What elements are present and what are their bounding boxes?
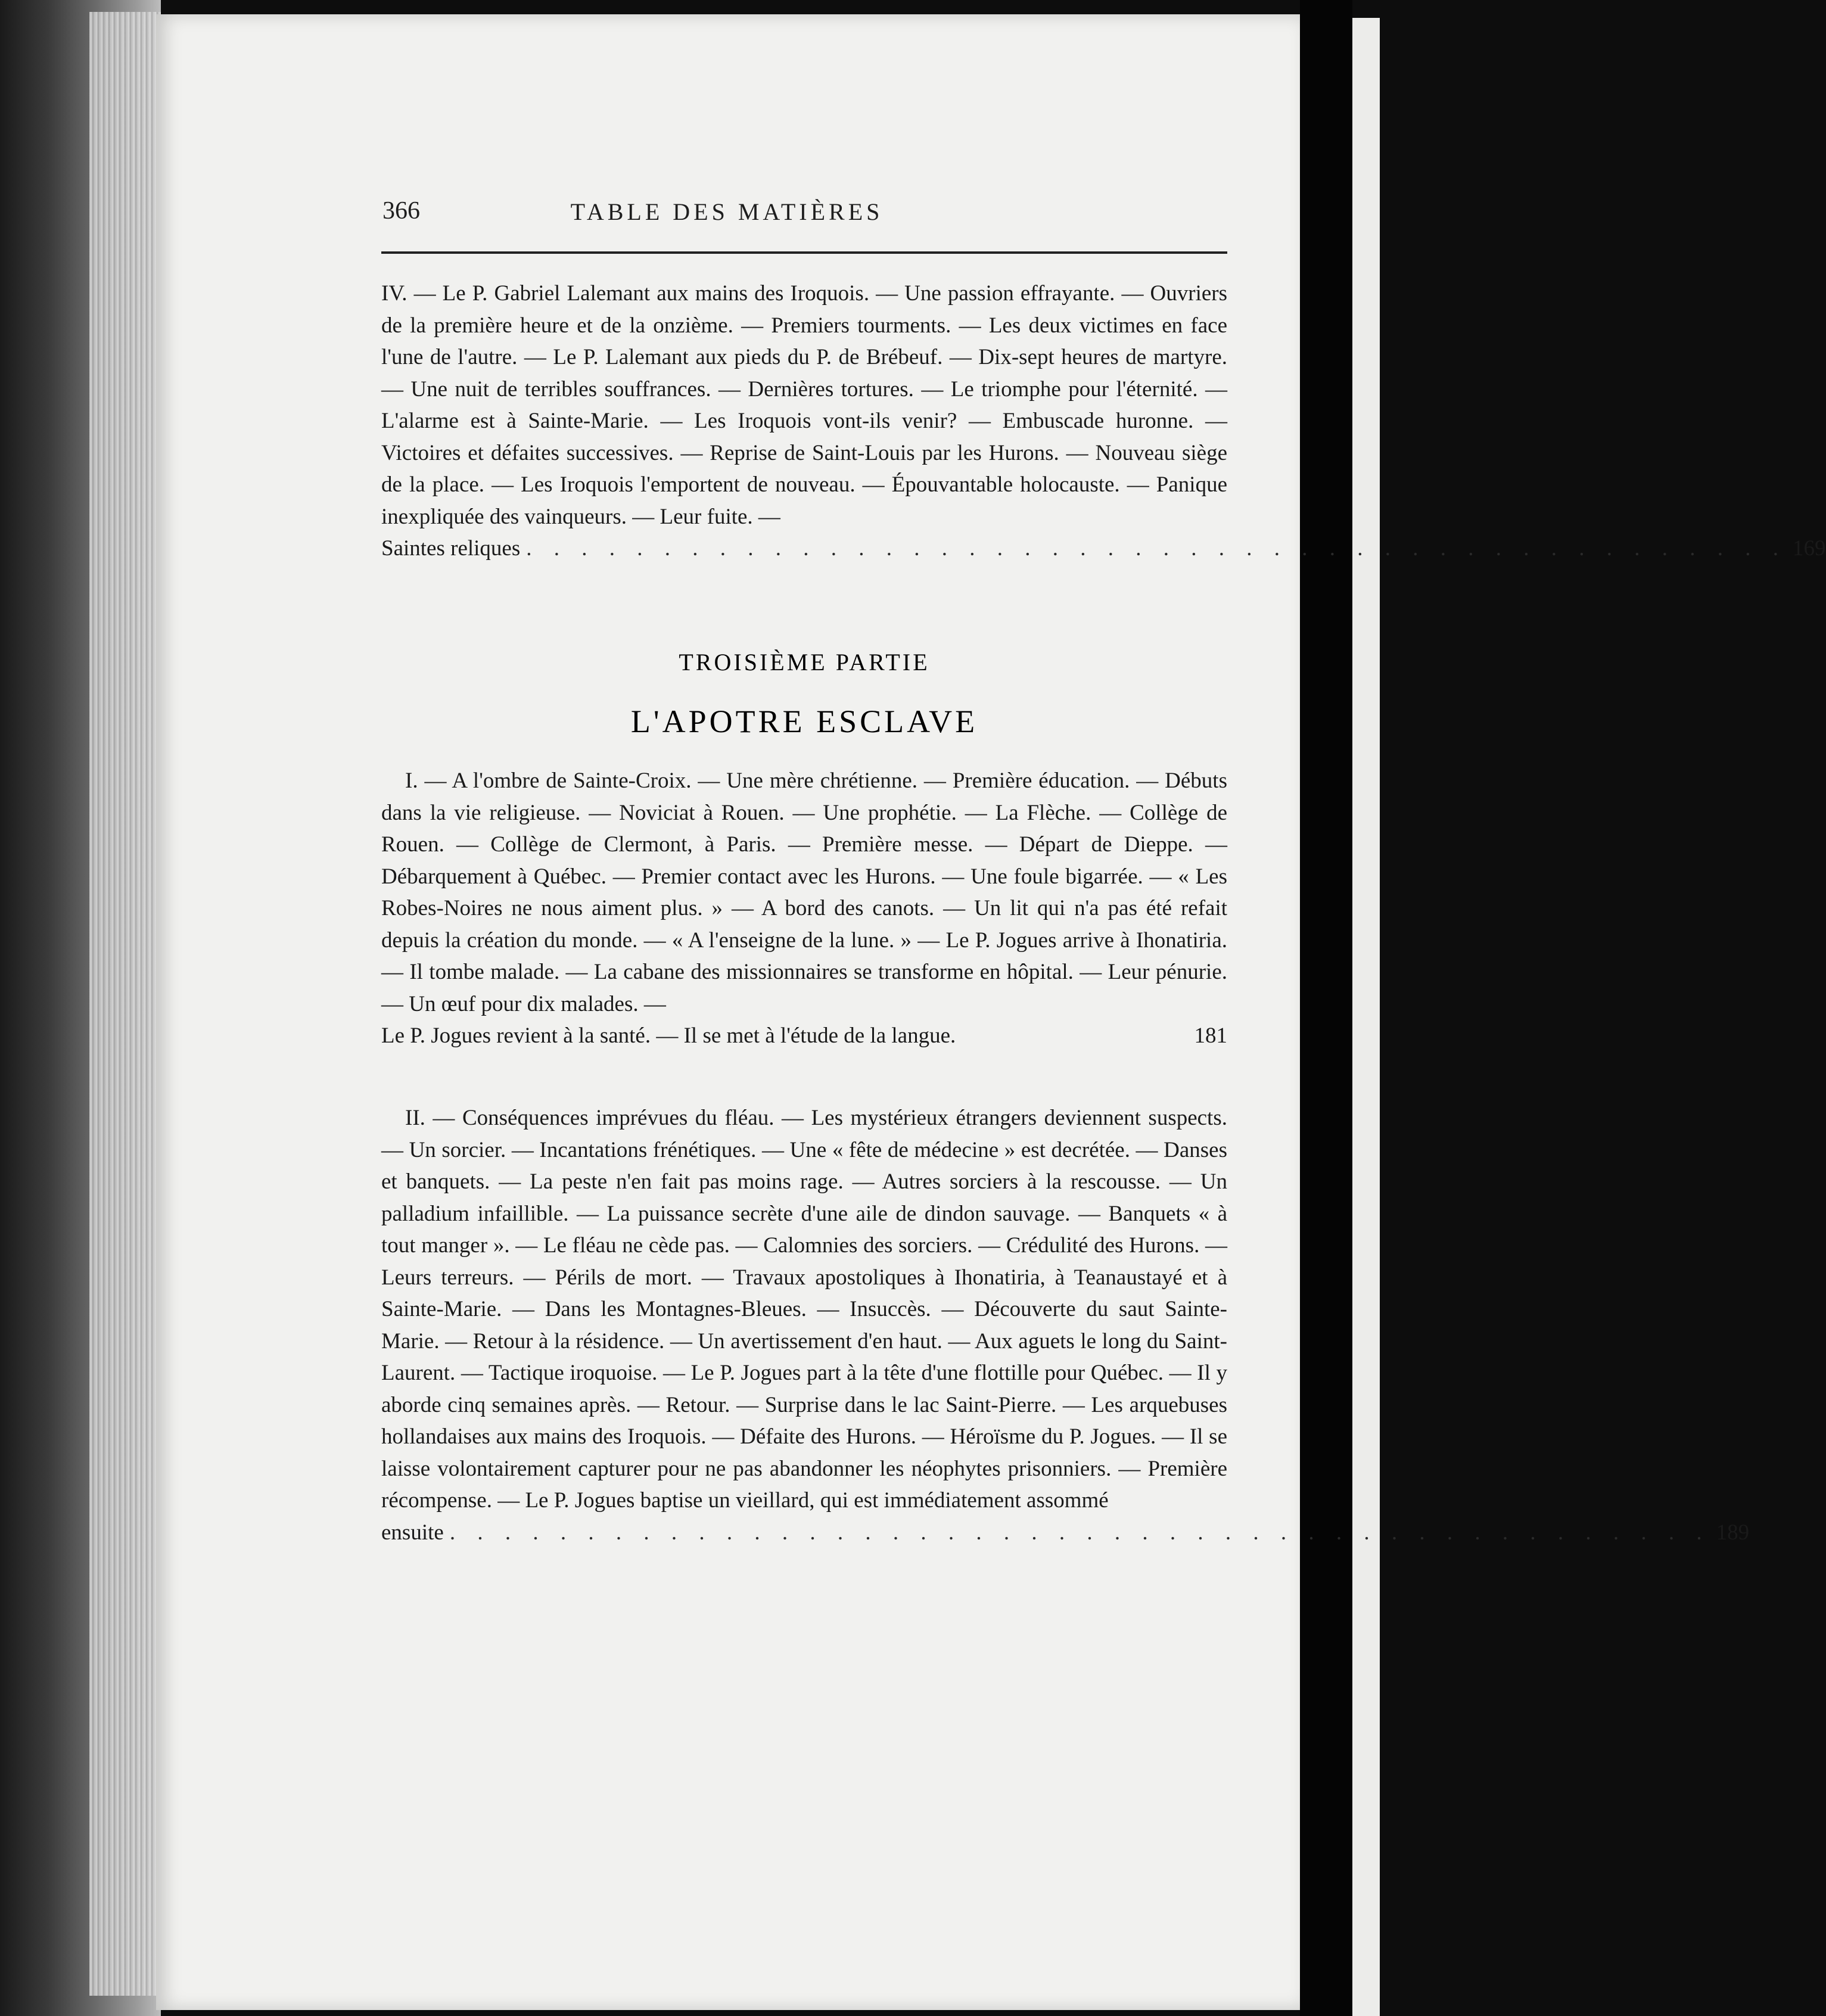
toc-entry-iv [381, 278, 1826, 565]
toc-entry-i [381, 765, 1227, 1052]
entry-last-line: Saintes reliques [381, 536, 521, 561]
part-title: L'APOTRE ESCLAVE [630, 704, 978, 739]
entry-body: II. — Conséquences imprévues du fléau. — Les mystérieux étrangers deviennent suspects. — Un sorcier. — Incantations frénétiques. — Une « fête de médecine » est decrétée. — Danses et banquets. — La peste n'en fait pas moins rage. — Autres sorciers à la rescousse. — Un palladium infaillible. — La puissance secrète d'une aile de dindon sauvage. — Banquets « à tout manger ». — Le fléau ne cède pas. — Calomnies des sorciers. — Crédulité des Hurons. — Leurs terreurs. — Périls de mort. — Travaux apostoliques à Ihonatiria, à Teanaustayé et à Sainte-Marie. — Dans les Montagnes-Bleues. — Insuccès. — Découverte du saut Sainte-Marie. — Retour à la résidence. — Un avertissement d'en haut. — Aux aguets le long du Saint-Laurent. — Tactique iroquoise. — Le P. Jogues part à la tête d'une flottille pour Québec. — Il y aborde cinq semaines après. — Retour. — Surprise dans le lac Saint-Pierre. — Les arquebuses hollandaises aux mains des Iroquois. — Défaite des Hurons. — Héroïsme du P. Jogues. — Il se laisse volontairement capturer pour ne pas abandonner les néophytes prisonniers. — Première récompense. — Le P. Jogues baptise un vieillard, qui est immédiatement assommé [381, 1106, 1227, 1513]
leader-dots: . . . . . . . . . . . . . . . . . . . . . . . . . . . . . . . . . . . . . . . . . . . . . . [526, 536, 1787, 561]
entry-last-line: Le P. Jogues revient à la santé. — Il se met à l'étude de la langue. [381, 1023, 956, 1048]
entry-page-number: 189 [1716, 1520, 1750, 1545]
entry-page-number: 181 [1194, 1023, 1227, 1048]
toc-entry-ii [381, 1102, 1750, 1548]
entry-last-line: ensuite [381, 1520, 444, 1545]
page-stack-edges [89, 12, 161, 1996]
entry-leader-line [381, 1020, 1227, 1052]
header-rule [381, 251, 1227, 254]
entry-body: IV. — Le P. Gabriel Lalemant aux mains des Iroquois. — Une passion effrayante. — Ouvriers de la première heure et de la onzième. — Premiers tourments. — Les deux victimes en face l'une de l'autre. — Le P. Lalemant aux pieds du P. de Brébeuf. — Dix-sept heures de martyre. — Une nuit de terribles souffrances. — Dernières tortures. — Le triomphe pour l'éternité. — L'alarme est à Sainte-Marie. — Les Iroquois vont-ils venir? — Embuscade huronne. — Victoires et défaites successives. — Reprise de Saint-Louis par les Hurons. — Nouveau siège de la place. — Les Iroquois l'emportent de nouveau. — Épouvantable holocauste. — Panique inexpliquée des vainqueurs. — Leur fuite. — [381, 281, 1227, 529]
running-title: TABLE DES MATIÈRES [570, 198, 884, 225]
entry-body: I. — A l'ombre de Sainte-Croix. — Une mère chrétienne. — Première éducation. — Débuts dans la vie religieuse. — Noviciat à Rouen. — Une prophétie. — La Flèche. — Collège de Rouen. — Collège de Clermont, à Paris. — Première messe. — Départ de Dieppe. — Débarquement à Québec. — Premier contact avec les Hurons. — Une foule bigarrée. — « Les Robes-Noires ne nous aiment plus. » — A bord des canots. — Un lit qui n'a pas été refait depuis la création du monde. — « A l'enseigne de la lune. » — Le P. Jogues arrive à Ihonatiria. — Il tombe malade. — La cabane des missionnaires se transforme en hôpital. — Leur pénurie. — Un œuf pour dix malades. — [381, 769, 1227, 1016]
facing-page-edge [1352, 18, 1380, 2016]
entry-page-number: 169 [1793, 536, 1826, 561]
page-number: 366 [382, 197, 420, 225]
entry-leader-line [381, 1517, 1750, 1549]
running-head [226, 191, 1227, 226]
entry-leader-line [381, 533, 1826, 565]
leader-dots: . . . . . . . . . . . . . . . . . . . . . . . . . . . . . . . . . . . . . . . . . . . . . . [449, 1520, 1710, 1545]
gutter-shadow [1300, 0, 1352, 2016]
part-heading: TROISIÈME PARTIE [679, 649, 930, 676]
